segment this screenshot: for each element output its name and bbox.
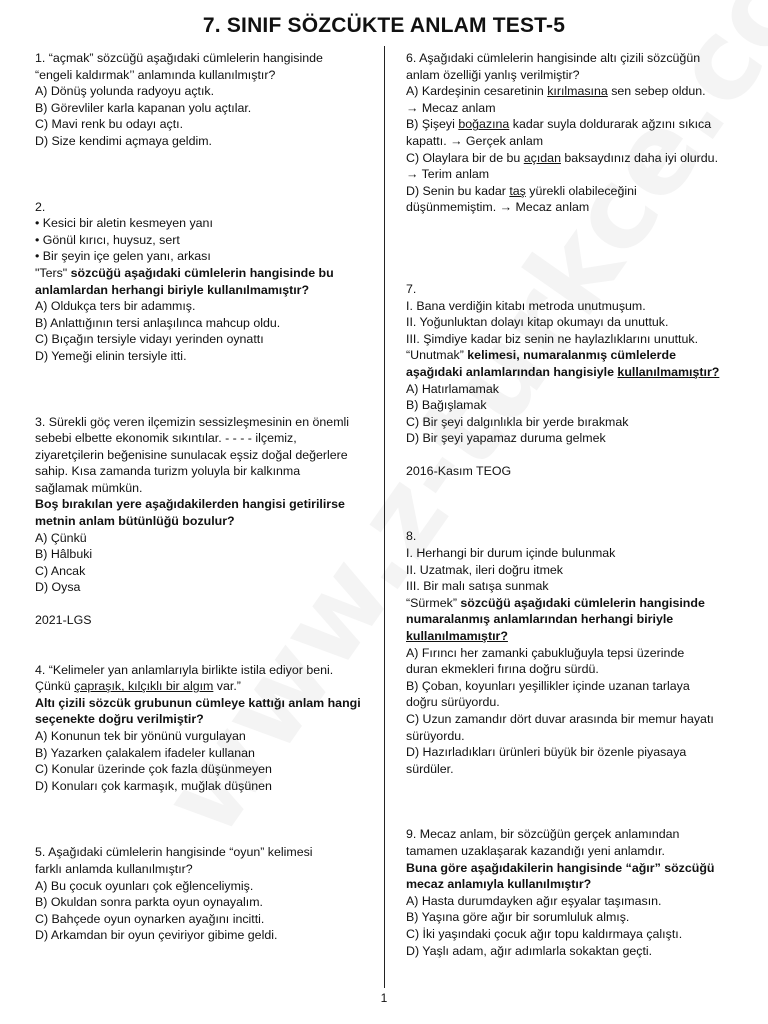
option-c: C) Bir şeyi dalgınlıkla bir yerde bırakmak (406, 414, 629, 429)
question-number: 2. (35, 199, 46, 214)
option-d: D) Yaşlı adam, ağır adımlarla sokaktan geçti. (406, 943, 653, 958)
stem-bold: aşağıdaki anlamlarından hangisiyle (406, 364, 618, 379)
option-d-cont: sürdüler. (406, 761, 454, 776)
option-c: C) Bahçede oyun oynarken ayağını incitti. (35, 911, 265, 926)
numbered-meaning: II. Uzatmak, ileri doğru itmek (406, 562, 563, 577)
question-stem: mecaz anlamıyla kullanılmıştır? (406, 877, 592, 892)
question-stem: farklı anlamda kullanılmıştır? (35, 861, 193, 876)
option-text: C) Olaylara bir de bu (406, 150, 524, 165)
underlined-word: kullanılmamıştır? (617, 364, 720, 379)
question-stem: Boş bırakılan yere aşağıdakilerden hangisi getirilirse (35, 497, 345, 512)
quoted-word: “Unutmak” (406, 348, 464, 363)
option-b: B) Çoban, koyunları yeşillikler içinde uzanan tarlaya (406, 678, 690, 693)
option-a: A) Dönüş yolunda radyoyu açtık. (35, 84, 215, 99)
question-stem: Buna göre aşağıdakilerin hangisinde “ağır” sözcüğü (406, 860, 715, 875)
question-stem: seçenekte doğru verilmiştir? (35, 712, 204, 727)
question-stem (35, 265, 375, 282)
question-9 (406, 826, 746, 959)
question-3 (35, 414, 375, 629)
option-d: D) Bir şeyi yapamaz duruma gelmek (406, 431, 606, 446)
question-stem: anlamlardan herhangi biriyle kullanılmamıştır? (35, 282, 310, 297)
passage-line: sağlamak mümkün. (35, 480, 143, 495)
option-a: A) Bu çocuk oyunları çok eğlenceliymiş. (35, 878, 254, 893)
option-b: B) Hâlbuki (35, 547, 93, 562)
question-stem: metnin anlam bütünlüğü bozulur? (35, 514, 235, 529)
question-stem: anlam özelliği yanlış verilmiştir? (406, 67, 580, 82)
question-1 (35, 50, 375, 150)
page-title: 7. SINIF SÖZCÜKTE ANLAM TEST-5 (202, 14, 566, 37)
passage-line: 4. “Kelimeler yan anlamlarıyla birlikte istila ediyor beni. (35, 662, 334, 677)
option-b: B) Yaşına göre ağır bir sorumluluk almış. (406, 910, 630, 925)
option-b: B) Yazarken çalakalem ifadeler kullanan (35, 745, 255, 760)
option-a: A) Konunun tek bir yönünü vurgulayan (35, 729, 246, 743)
numbered-meaning: I. Herhangi bir durum içinde bulunmak (406, 546, 616, 561)
question-stem: numaralanmış anlamlarından herhangi biriyle (406, 612, 674, 627)
question-8 (406, 528, 746, 777)
question-stem (406, 364, 746, 381)
question-stem: “engeli kaldırmak’’ anlamında kullanılmıştır? (35, 67, 276, 82)
option-c: C) Mavi renk bu odayı açtı. (35, 117, 184, 132)
option-a (406, 83, 746, 100)
question-7 (406, 281, 746, 480)
passage-line: ziyaretçilerin beğenisine sunulacak eşsiz doğal değerlere (35, 447, 348, 462)
passage-line: 9. Mecaz anlam, bir sözcüğün gerçek anlamından (406, 827, 680, 842)
option-c: C) Bıçağın tersiyle vidayı yerinden oynattı (35, 332, 264, 347)
underlined-word: açıdan (523, 150, 561, 165)
option-tag: → Mecaz anlam (406, 100, 496, 115)
option-b: B) Bağışlamak (406, 398, 487, 413)
option-c-cont: sürüyordu. (406, 728, 465, 743)
option-d: D) Konuları çok karmaşık, muğlak düşünen (35, 778, 272, 793)
option-tag: düşünmemiştim. → Mecaz anlam (406, 200, 590, 215)
question-2 (35, 199, 375, 365)
option-d: D) Hazırladıkları ürünleri büyük bir özenle piyasaya (406, 745, 687, 760)
option-d: D) Arkamdan bir oyun çeviriyor gibime geldi. (35, 928, 278, 943)
option-d: D) Oysa (35, 580, 81, 595)
question-number: 7. (406, 281, 417, 296)
stem-bold: sözcüğü aşağıdaki cümlelerin hangisinde (456, 595, 705, 610)
option-text: yürekli olabileceğini (525, 183, 637, 198)
option-b (406, 116, 746, 133)
quoted-word: "Ters" (35, 265, 68, 280)
question-stem: 6. Aşağıdaki cümlelerin hangisinde altı çizili sözcüğün (406, 51, 701, 65)
question-stem: 1. “açmak” sözcüğü aşağıdaki cümlelerin hangisinde (35, 51, 323, 65)
numbered-sentence: II. Yoğunluktan dolayı kitap okumayı da unuttuk. (406, 315, 669, 330)
option-c: C) İki yaşındaki çocuk ağır topu kaldırmaya çalıştı. (406, 926, 683, 941)
question-stem: Altı çizili sözcük grubunun cümleye kattığı anlam hangi (35, 695, 361, 710)
passage-line: tamamen uzaklaşarak kazandığı yeni anlamdır. (406, 843, 665, 858)
source-label: 2021-LGS (35, 613, 92, 628)
option-d: D) Yemeği elinin tersiyle itti. (35, 348, 187, 363)
numbered-sentence: I. Bana verdiğin kitabı metroda unutmuşum. (406, 298, 646, 313)
option-text: B) Şişeyi (406, 117, 459, 132)
page-number: 1 (380, 991, 388, 1005)
option-b: B) Okuldan sonra parkta oyun oynayalım. (35, 895, 263, 910)
definition-item: • Gönül kırıcı, huysuz, sert (35, 232, 180, 247)
passage-line: sebebi elbette ekonomik sıkıntılar. - - - - ilçemiz, (35, 431, 297, 446)
underlined-word: taş (509, 183, 526, 198)
right-column (406, 50, 746, 959)
option-text: kadar suyla doldurarak ağzını sıkıca (509, 117, 712, 132)
option-c: C) Uzun zamandır dört duvar arasında bir memur hayatı (406, 712, 714, 726)
option-text: sen sebep oldun. (607, 84, 706, 99)
option-a: A) Çünkü (35, 530, 87, 545)
question-stem (406, 595, 746, 612)
option-d (406, 183, 746, 200)
option-a: A) Oldukça ters bir adammış. (35, 299, 196, 314)
option-c: C) Ancak (35, 563, 86, 578)
definition-item: • Kesici bir aletin kesmeyen yanı (35, 216, 213, 231)
passage-text: var.” (213, 679, 241, 694)
passage-line: sahip. Kısa zamanda turizm yoluyla bir kalkınma (35, 464, 301, 479)
passage-line: 3. Sürekli göç veren ilçemizin sessizleşmesinin en önemli (35, 414, 350, 429)
passage-line (35, 678, 375, 695)
quoted-word: “Sürmek” (406, 595, 457, 610)
option-d: D) Size kendimi açmaya geldim. (35, 133, 212, 148)
option-b: B) Görevliler karla kapanan yolu açtılar. (35, 100, 252, 115)
underlined-phrase: çapraşık, kılçıklı bir algım (74, 679, 214, 694)
option-text: A) Kardeşinin cesaretinin (406, 84, 548, 99)
numbered-sentence: III. Şimdiye kadar biz senin ne haylazlıklarını unuttuk. (406, 331, 699, 346)
option-a-cont: duran ekmekleri fırına doğru sürdü. (406, 662, 599, 677)
option-tag: → Terim anlam (406, 167, 490, 182)
question-stem (406, 347, 746, 364)
option-text: D) Senin bu kadar (406, 183, 510, 198)
stem-bold: kelimesi, numaralanmış cümlelerde (463, 348, 676, 363)
option-b: B) Anlattığının tersi anlaşılınca mahcup oldu. (35, 315, 281, 330)
option-text: baksaydınız daha iyi olurdu. (560, 150, 719, 165)
question-stem: kullanılmamıştır? (406, 629, 508, 644)
underlined-word: kırılmasına (547, 84, 608, 99)
option-a: A) Fırıncı her zamanki çabukluğuyla tepsi üzerinde (406, 645, 685, 660)
definition-item: • Bir şeyin içe gelen yanı, arkası (35, 249, 211, 264)
source-label: 2016-Kasım TEOG (406, 463, 512, 478)
question-number: 8. (406, 529, 417, 544)
question-5 (35, 844, 375, 944)
option-a: A) Hasta durumdayken ağır eşyalar taşımasın. (406, 893, 662, 908)
column-divider (384, 46, 385, 988)
stem-bold: sözcüğü aşağıdaki cümlelerin hangisinde bu (67, 265, 334, 280)
passage-text: Çünkü (35, 679, 75, 694)
option-c: C) Konular üzerinde çok fazla düşünmeyen (35, 762, 272, 777)
question-4 (35, 662, 375, 795)
underlined-word: boğazına (458, 117, 510, 132)
option-tag: kapattı. → Gerçek anlam (406, 133, 544, 148)
left-column (35, 50, 375, 944)
numbered-meaning: III. Bir malı satışa sunmak (406, 579, 549, 594)
option-a: A) Hatırlamamak (406, 381, 499, 396)
option-c (406, 150, 746, 167)
option-b-cont: doğru sürüyordu. (406, 695, 500, 710)
question-stem: 5. Aşağıdaki cümlelerin hangisinde “oyun” kelimesi (35, 845, 313, 860)
question-6 (406, 50, 746, 216)
